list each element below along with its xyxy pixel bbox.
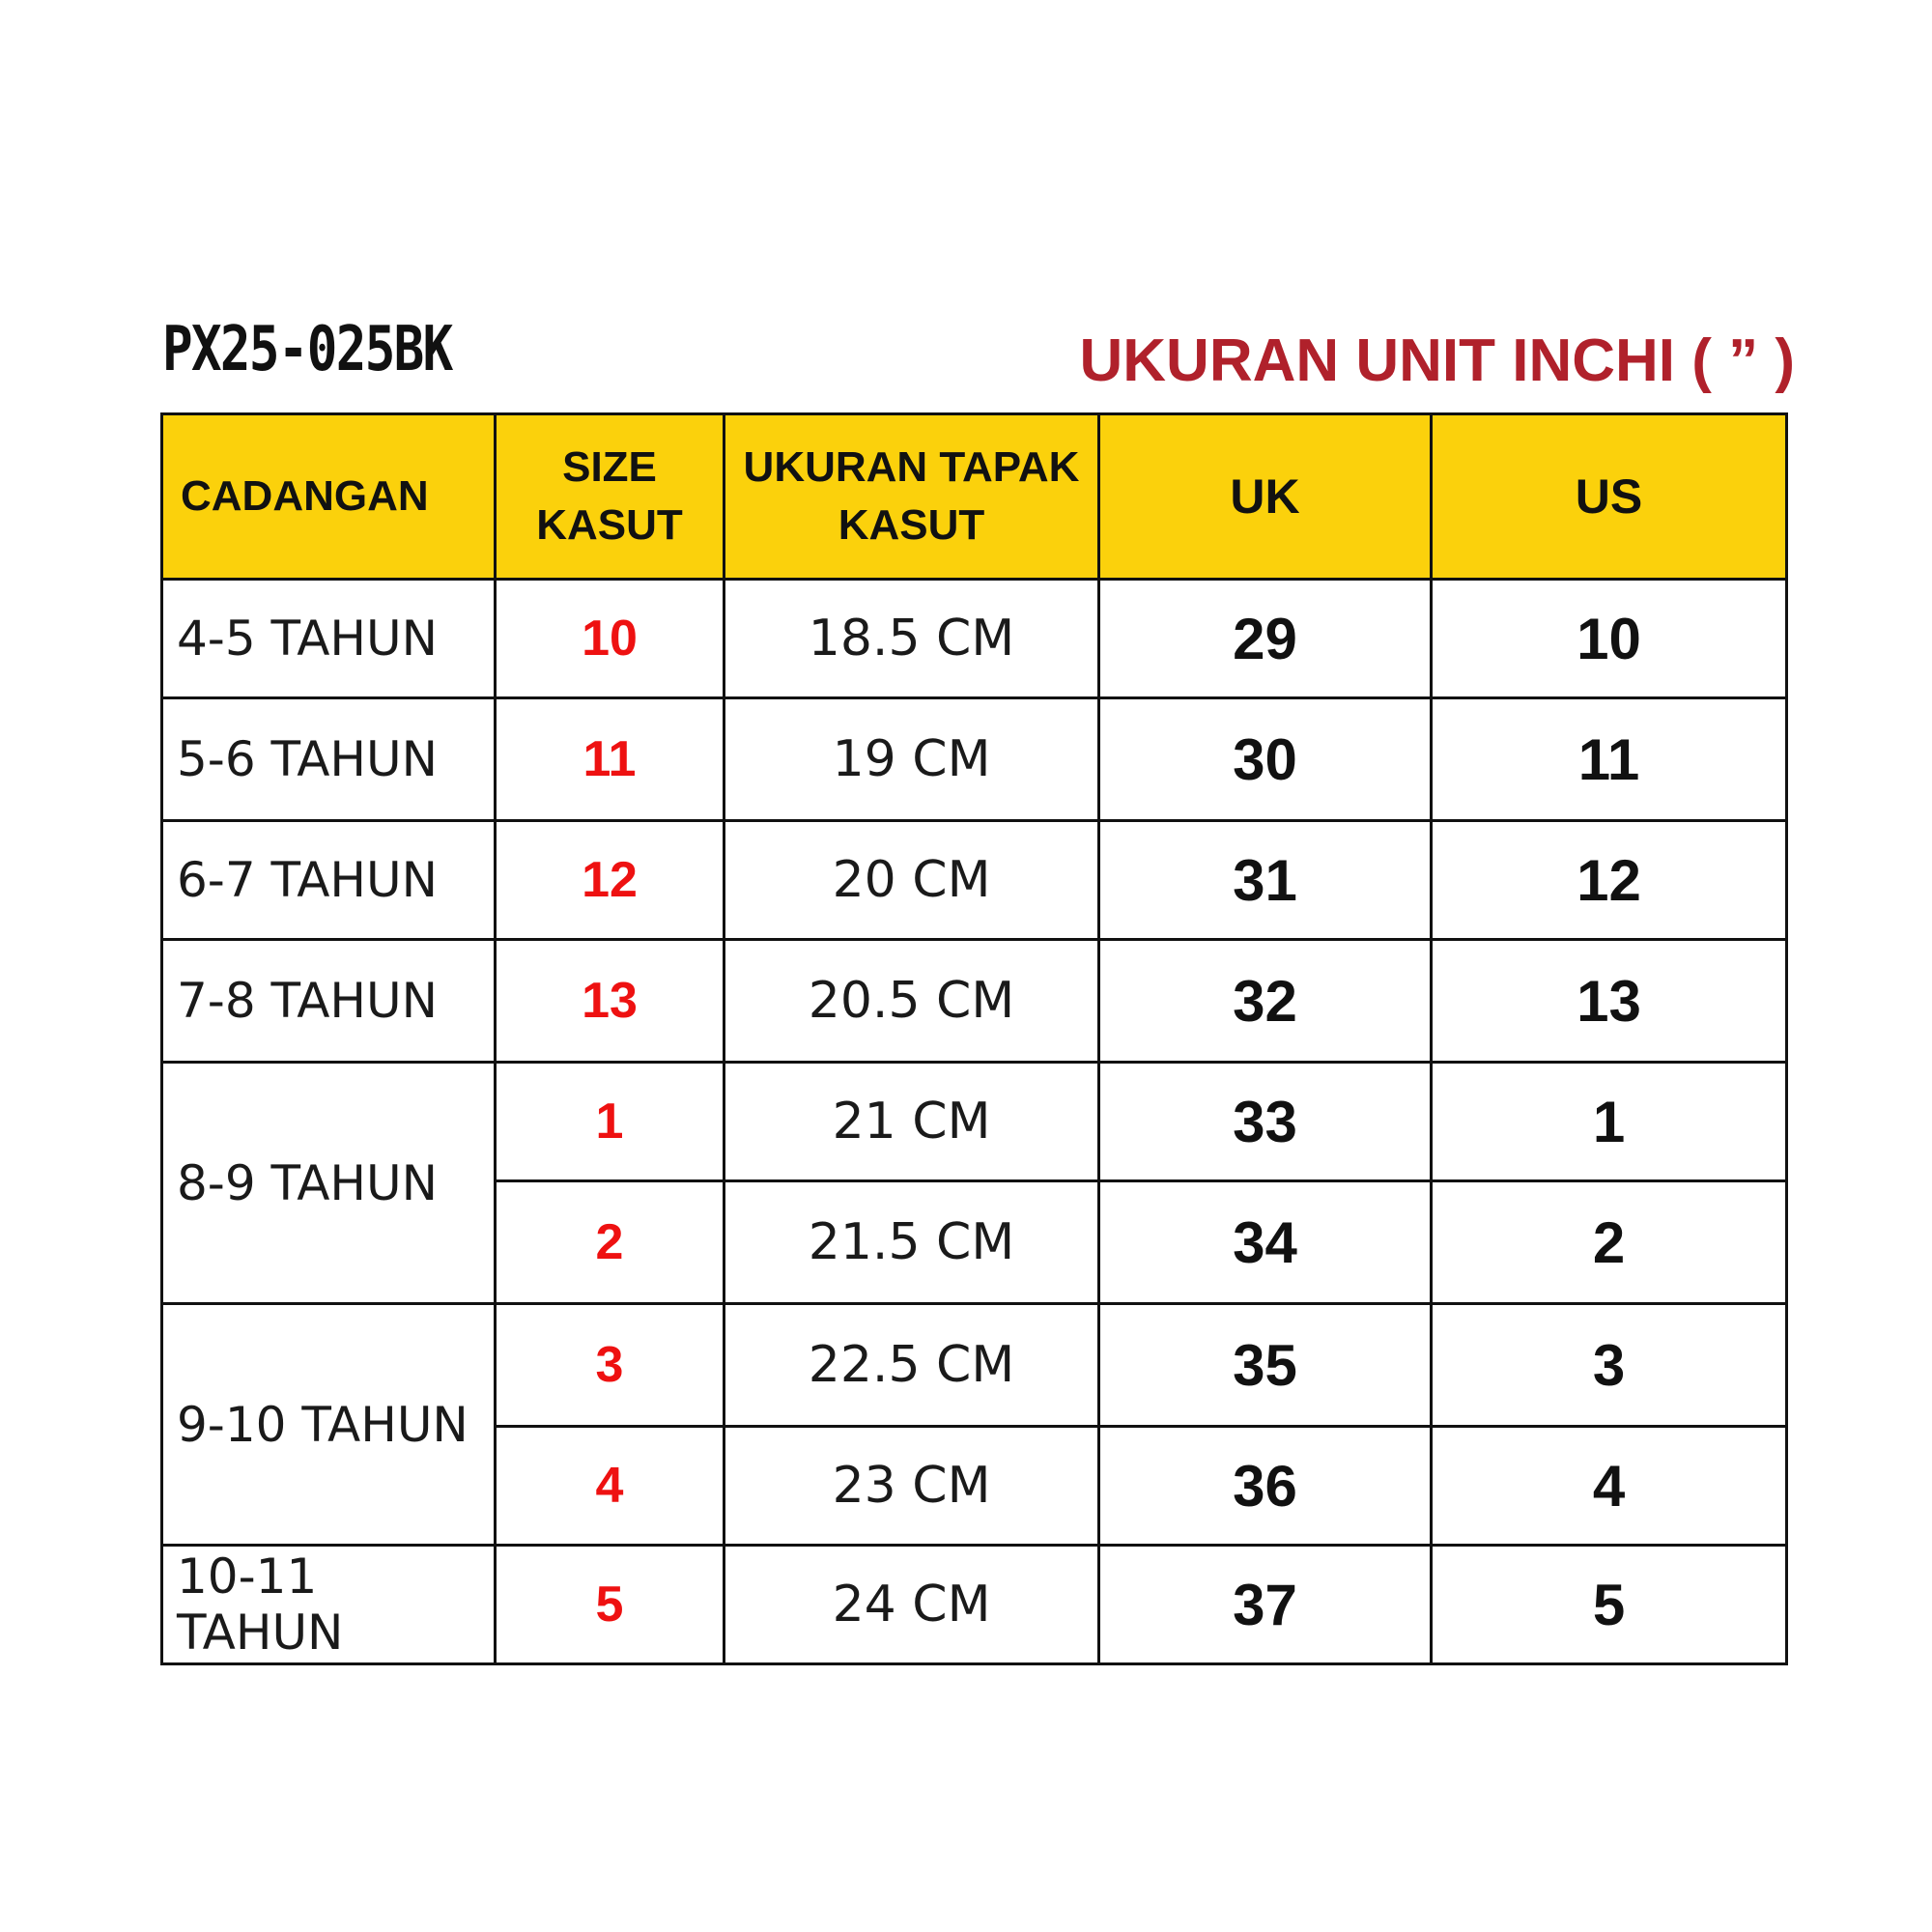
us-cell: 1 <box>1432 1063 1787 1181</box>
tapak-cell: 19 CM <box>724 698 1099 821</box>
table-row <box>162 1304 1787 1427</box>
header-us: US <box>1432 414 1787 580</box>
cadangan-cell: 9-10 TAHUN <box>162 1304 496 1546</box>
tapak-cell: 21 CM <box>724 1063 1099 1181</box>
table-row <box>162 580 1787 698</box>
uk-cell: 33 <box>1099 1063 1432 1181</box>
tapak-cell: 20 CM <box>724 821 1099 940</box>
uk-cell: 36 <box>1099 1427 1432 1546</box>
cadangan-cell: 5-6 TAHUN <box>162 698 496 821</box>
tapak-cell: 20.5 CM <box>724 940 1099 1063</box>
uk-cell: 37 <box>1099 1546 1432 1664</box>
us-cell: 11 <box>1432 698 1787 821</box>
uk-cell: 30 <box>1099 698 1432 821</box>
tapak-cell: 23 CM <box>724 1427 1099 1546</box>
table-row <box>162 940 1787 1063</box>
size-cell: 11 <box>496 698 724 821</box>
table-row <box>162 698 1787 821</box>
us-cell: 3 <box>1432 1304 1787 1427</box>
cadangan-cell: 10-11 TAHUN <box>162 1546 496 1664</box>
table-row <box>162 821 1787 940</box>
header-size-kasut: SIZE KASUT <box>496 414 724 580</box>
us-cell: 2 <box>1432 1181 1787 1304</box>
header-ukuran-tapak: UKURAN TAPAK KASUT <box>724 414 1099 580</box>
tapak-cell: 24 CM <box>724 1546 1099 1664</box>
cadangan-cell: 7-8 TAHUN <box>162 940 496 1063</box>
us-cell: 4 <box>1432 1427 1787 1546</box>
us-cell: 5 <box>1432 1546 1787 1664</box>
tapak-cell: 22.5 CM <box>724 1304 1099 1427</box>
size-cell: 1 <box>496 1063 724 1181</box>
tapak-cell: 18.5 CM <box>724 580 1099 698</box>
size-chart-table <box>160 412 1788 1665</box>
header-cadangan: CADANGAN <box>162 414 496 580</box>
size-cell: 3 <box>496 1304 724 1427</box>
uk-cell: 35 <box>1099 1304 1432 1427</box>
size-cell: 10 <box>496 580 724 698</box>
uk-cell: 29 <box>1099 580 1432 698</box>
us-cell: 13 <box>1432 940 1787 1063</box>
uk-cell: 34 <box>1099 1181 1432 1304</box>
table-row <box>162 1063 1787 1181</box>
table-row <box>162 1546 1787 1664</box>
product-code: PX25-025BK <box>162 314 452 385</box>
size-cell: 5 <box>496 1546 724 1664</box>
cadangan-cell: 6-7 TAHUN <box>162 821 496 940</box>
header-row <box>162 414 1787 580</box>
size-cell: 4 <box>496 1427 724 1546</box>
us-cell: 10 <box>1432 580 1787 698</box>
us-cell: 12 <box>1432 821 1787 940</box>
size-cell: 2 <box>496 1181 724 1304</box>
uk-cell: 31 <box>1099 821 1432 940</box>
cadangan-cell: 4-5 TAHUN <box>162 580 496 698</box>
tapak-cell: 21.5 CM <box>724 1181 1099 1304</box>
uk-cell: 32 <box>1099 940 1432 1063</box>
cadangan-cell: 8-9 TAHUN <box>162 1063 496 1304</box>
header-uk: UK <box>1099 414 1432 580</box>
size-cell: 12 <box>496 821 724 940</box>
unit-note: UKURAN UNIT INCHI ( ” ) <box>1079 327 1795 394</box>
size-cell: 13 <box>496 940 724 1063</box>
